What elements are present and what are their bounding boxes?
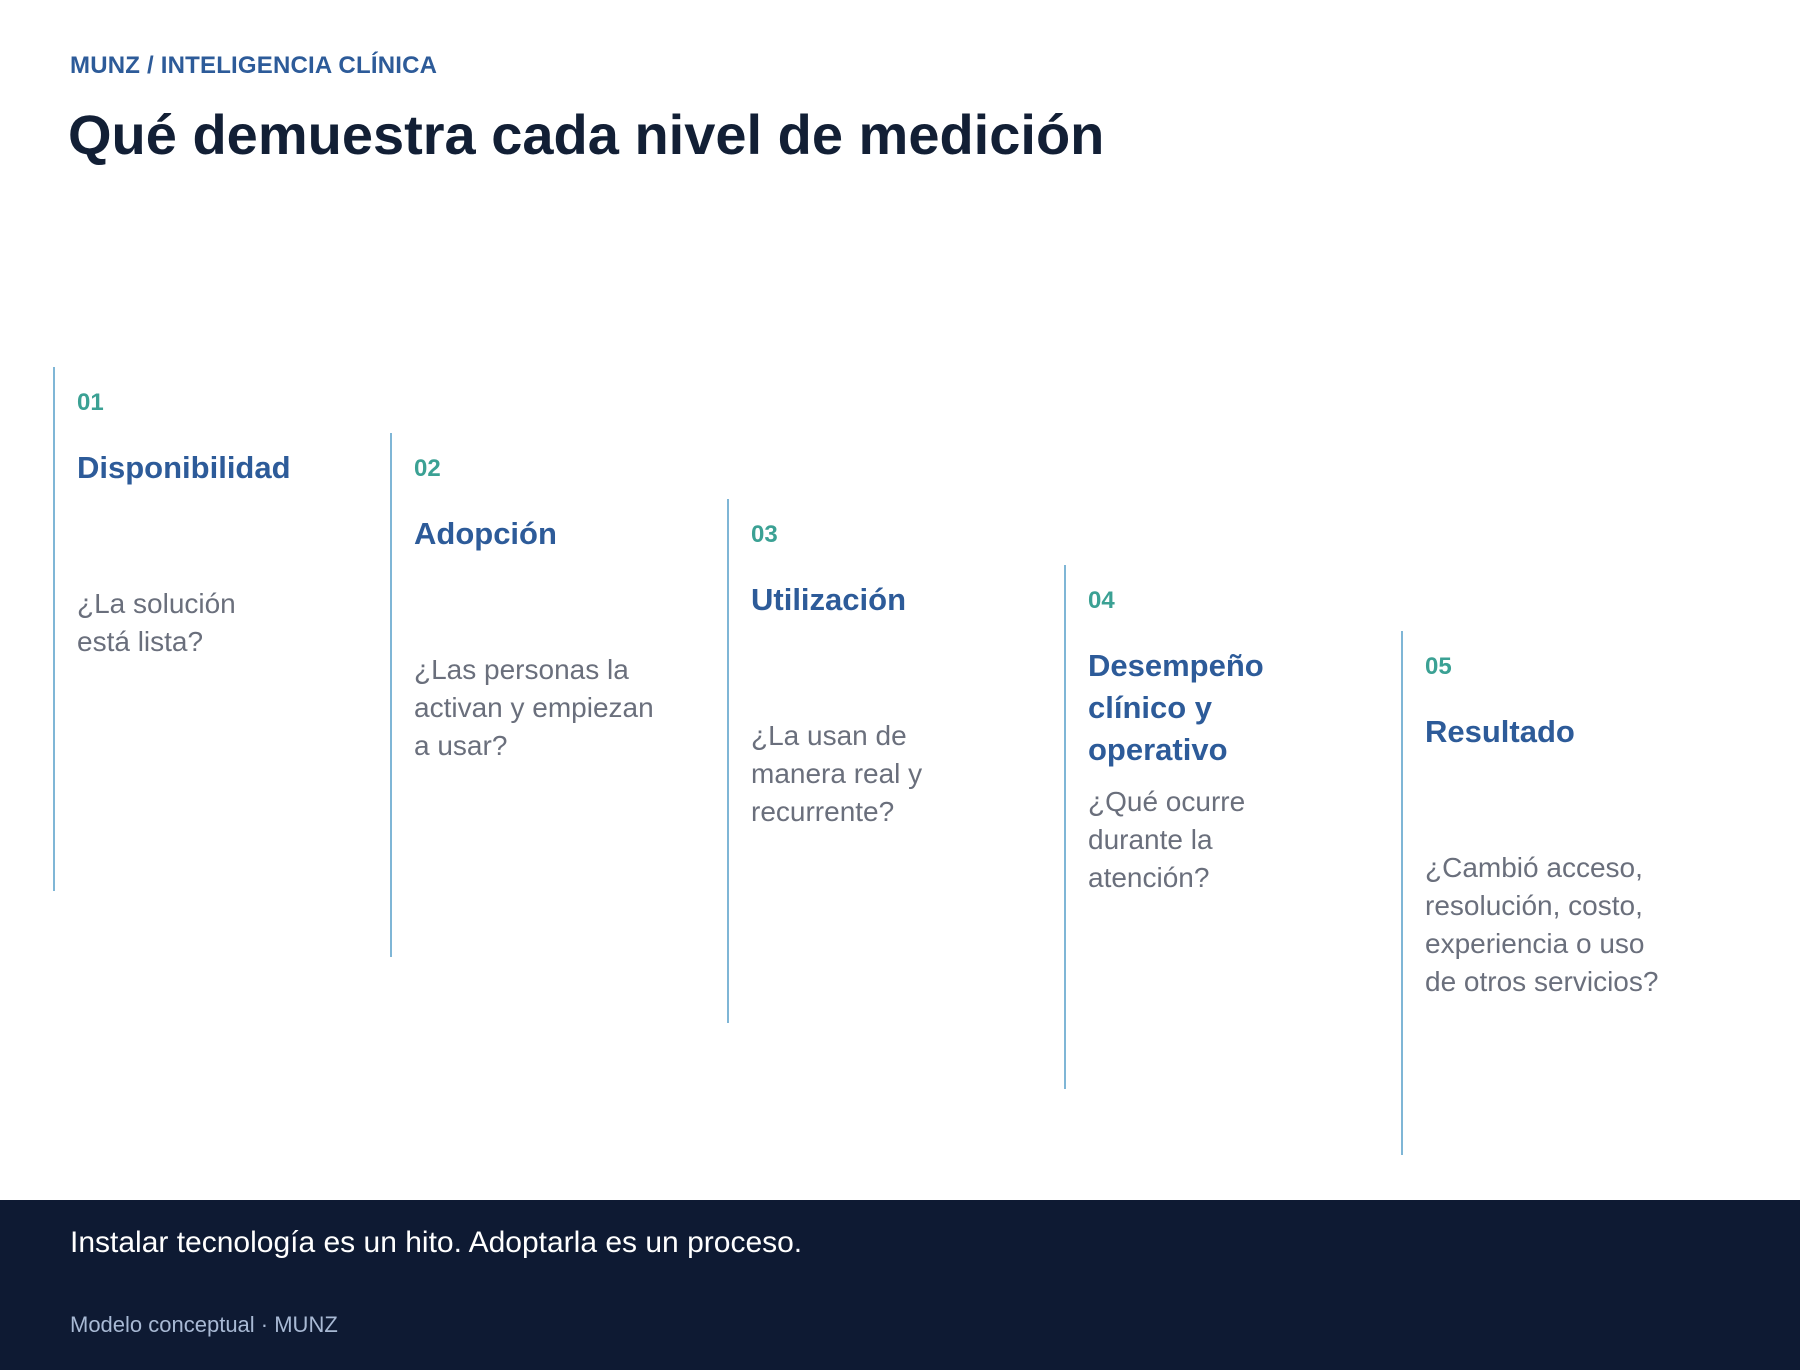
level-number: 04 [1088, 587, 1115, 614]
footer-message: Instalar tecnología es un hito. Adoptarla es un proceso. [70, 1226, 803, 1259]
footer-source: Modelo conceptual · MUNZ [70, 1312, 338, 1337]
level-step-1 [53, 367, 353, 891]
level-name: Adopción [414, 516, 557, 551]
level-name: Resultado [1425, 714, 1575, 749]
level-step-3 [727, 499, 1027, 1023]
level-number: 02 [414, 455, 441, 482]
level-question: ¿Cambió acceso, resolución, costo, experiencia o uso de otros servicios? [1425, 852, 1659, 997]
level-divider [1064, 565, 1066, 1089]
level-number: 05 [1425, 653, 1452, 680]
footer-band [0, 1200, 1800, 1370]
level-divider [727, 499, 729, 1023]
level-step-2 [390, 433, 690, 957]
level-question: ¿La solución está lista? [77, 588, 236, 657]
level-divider [53, 367, 55, 891]
level-step-4 [1064, 565, 1364, 1089]
level-question: ¿Qué ocurre durante la atención? [1088, 786, 1246, 893]
eyebrow-label: MUNZ / INTELIGENCIA CLÍNICA [70, 52, 438, 79]
level-divider [1401, 631, 1403, 1155]
level-name: Disponibilidad [77, 450, 291, 485]
level-question: ¿La usan de manera real y recurrente? [751, 720, 923, 827]
level-number: 01 [77, 389, 104, 416]
level-name: Utilización [751, 582, 907, 617]
level-step-5 [1401, 631, 1701, 1155]
level-name: Desempeño clínico y operativo [1088, 648, 1264, 767]
level-question: ¿Las personas la activan y empiezan a usar? [414, 654, 654, 761]
page-title: Qué demuestra cada nivel de medición [68, 103, 1105, 166]
level-divider [390, 433, 392, 957]
level-number: 03 [751, 521, 778, 548]
